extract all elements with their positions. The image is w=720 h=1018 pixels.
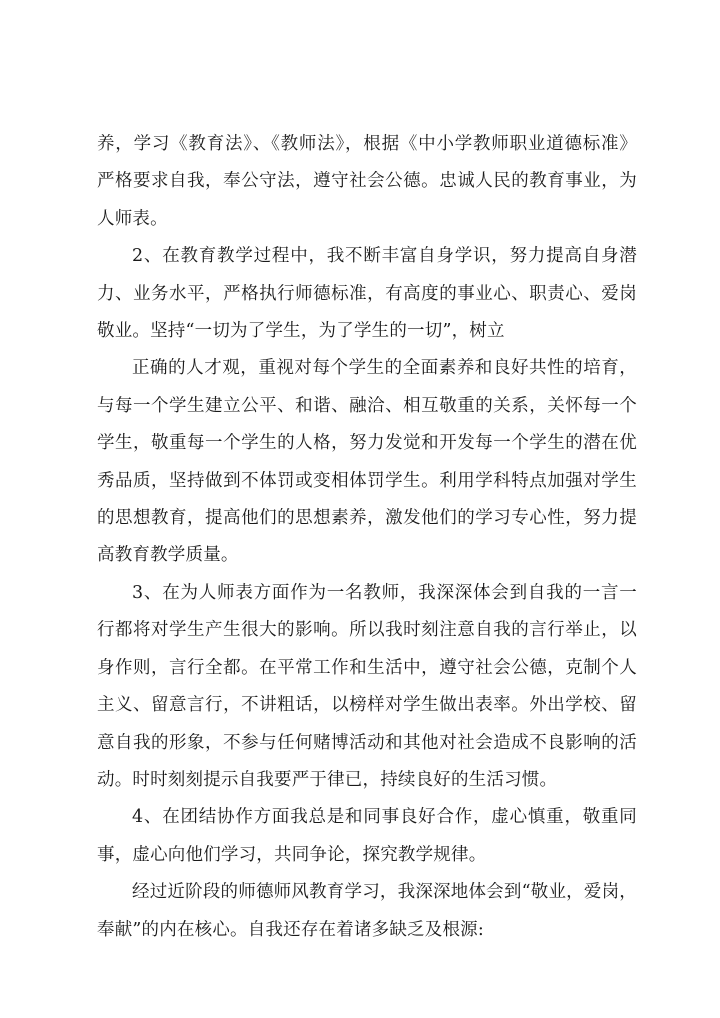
paragraph-1: 养，学习《教育法》、《教师法》，根据《中小学教师职业道德标准》严格要求自我，奉公守法，遵守社会公德。忠诚人民的教育事业，为人师表。: [97, 134, 637, 229]
paragraph-6: 经过近阶段的师德师风教育学习，我深深地体会到“敬业，爱岗，奉献”的内在核心。自我还存在着诸多缺乏及根源:: [97, 882, 637, 940]
paragraph-2: 2、在教育教学过程中，我不断丰富自身学识，努力提高自身潜力、业务水平，严格执行师德标准，有高度的事业心、职责心、爱岗敬业。坚持“一切为了学生，为了学生的一切”，树立: [97, 246, 637, 342]
paragraph-5: 4、在团结协作方面我总是和同事良好合作，虚心慎重，敬重同事，虚心向他们学习，共同争论，探究教学规律。: [97, 807, 637, 865]
paragraph-3: 正确的人才观，重视对每个学生的全面素养和良好共性的培育，与每一个学生建立公平、和谐、融洽、相互敬重的关系，关怀每一个学生，敬重每一个学生的人格，努力发觉和开发每一个学生的潜在优秀品质，坚持做到不体罚或变相体罚学生。利用学科特点加强对学生的思想教育，提高他们的思想素养，激发他们的学习专心性，努力提高教育教学质量。: [97, 358, 637, 566]
paragraph-4: 3、在为人师表方面作为一名教师，我深深体会到自我的一言一行都将对学生产生很大的影响。所以我时刻注意自我的言行举止，以身作则，言行全都。在平常工作和生活中，遵守社会公德，克制个人主义、留意言行，不讲粗话，以榜样对学生做出表率。外出学校、留意自我的形象，不参与任何赌博活动和其他对社会造成不良影响的活动。时时刻刻提示自我要严于律已，持续良好的生活习惯。: [97, 582, 637, 790]
document-body: [97, 126, 637, 949]
